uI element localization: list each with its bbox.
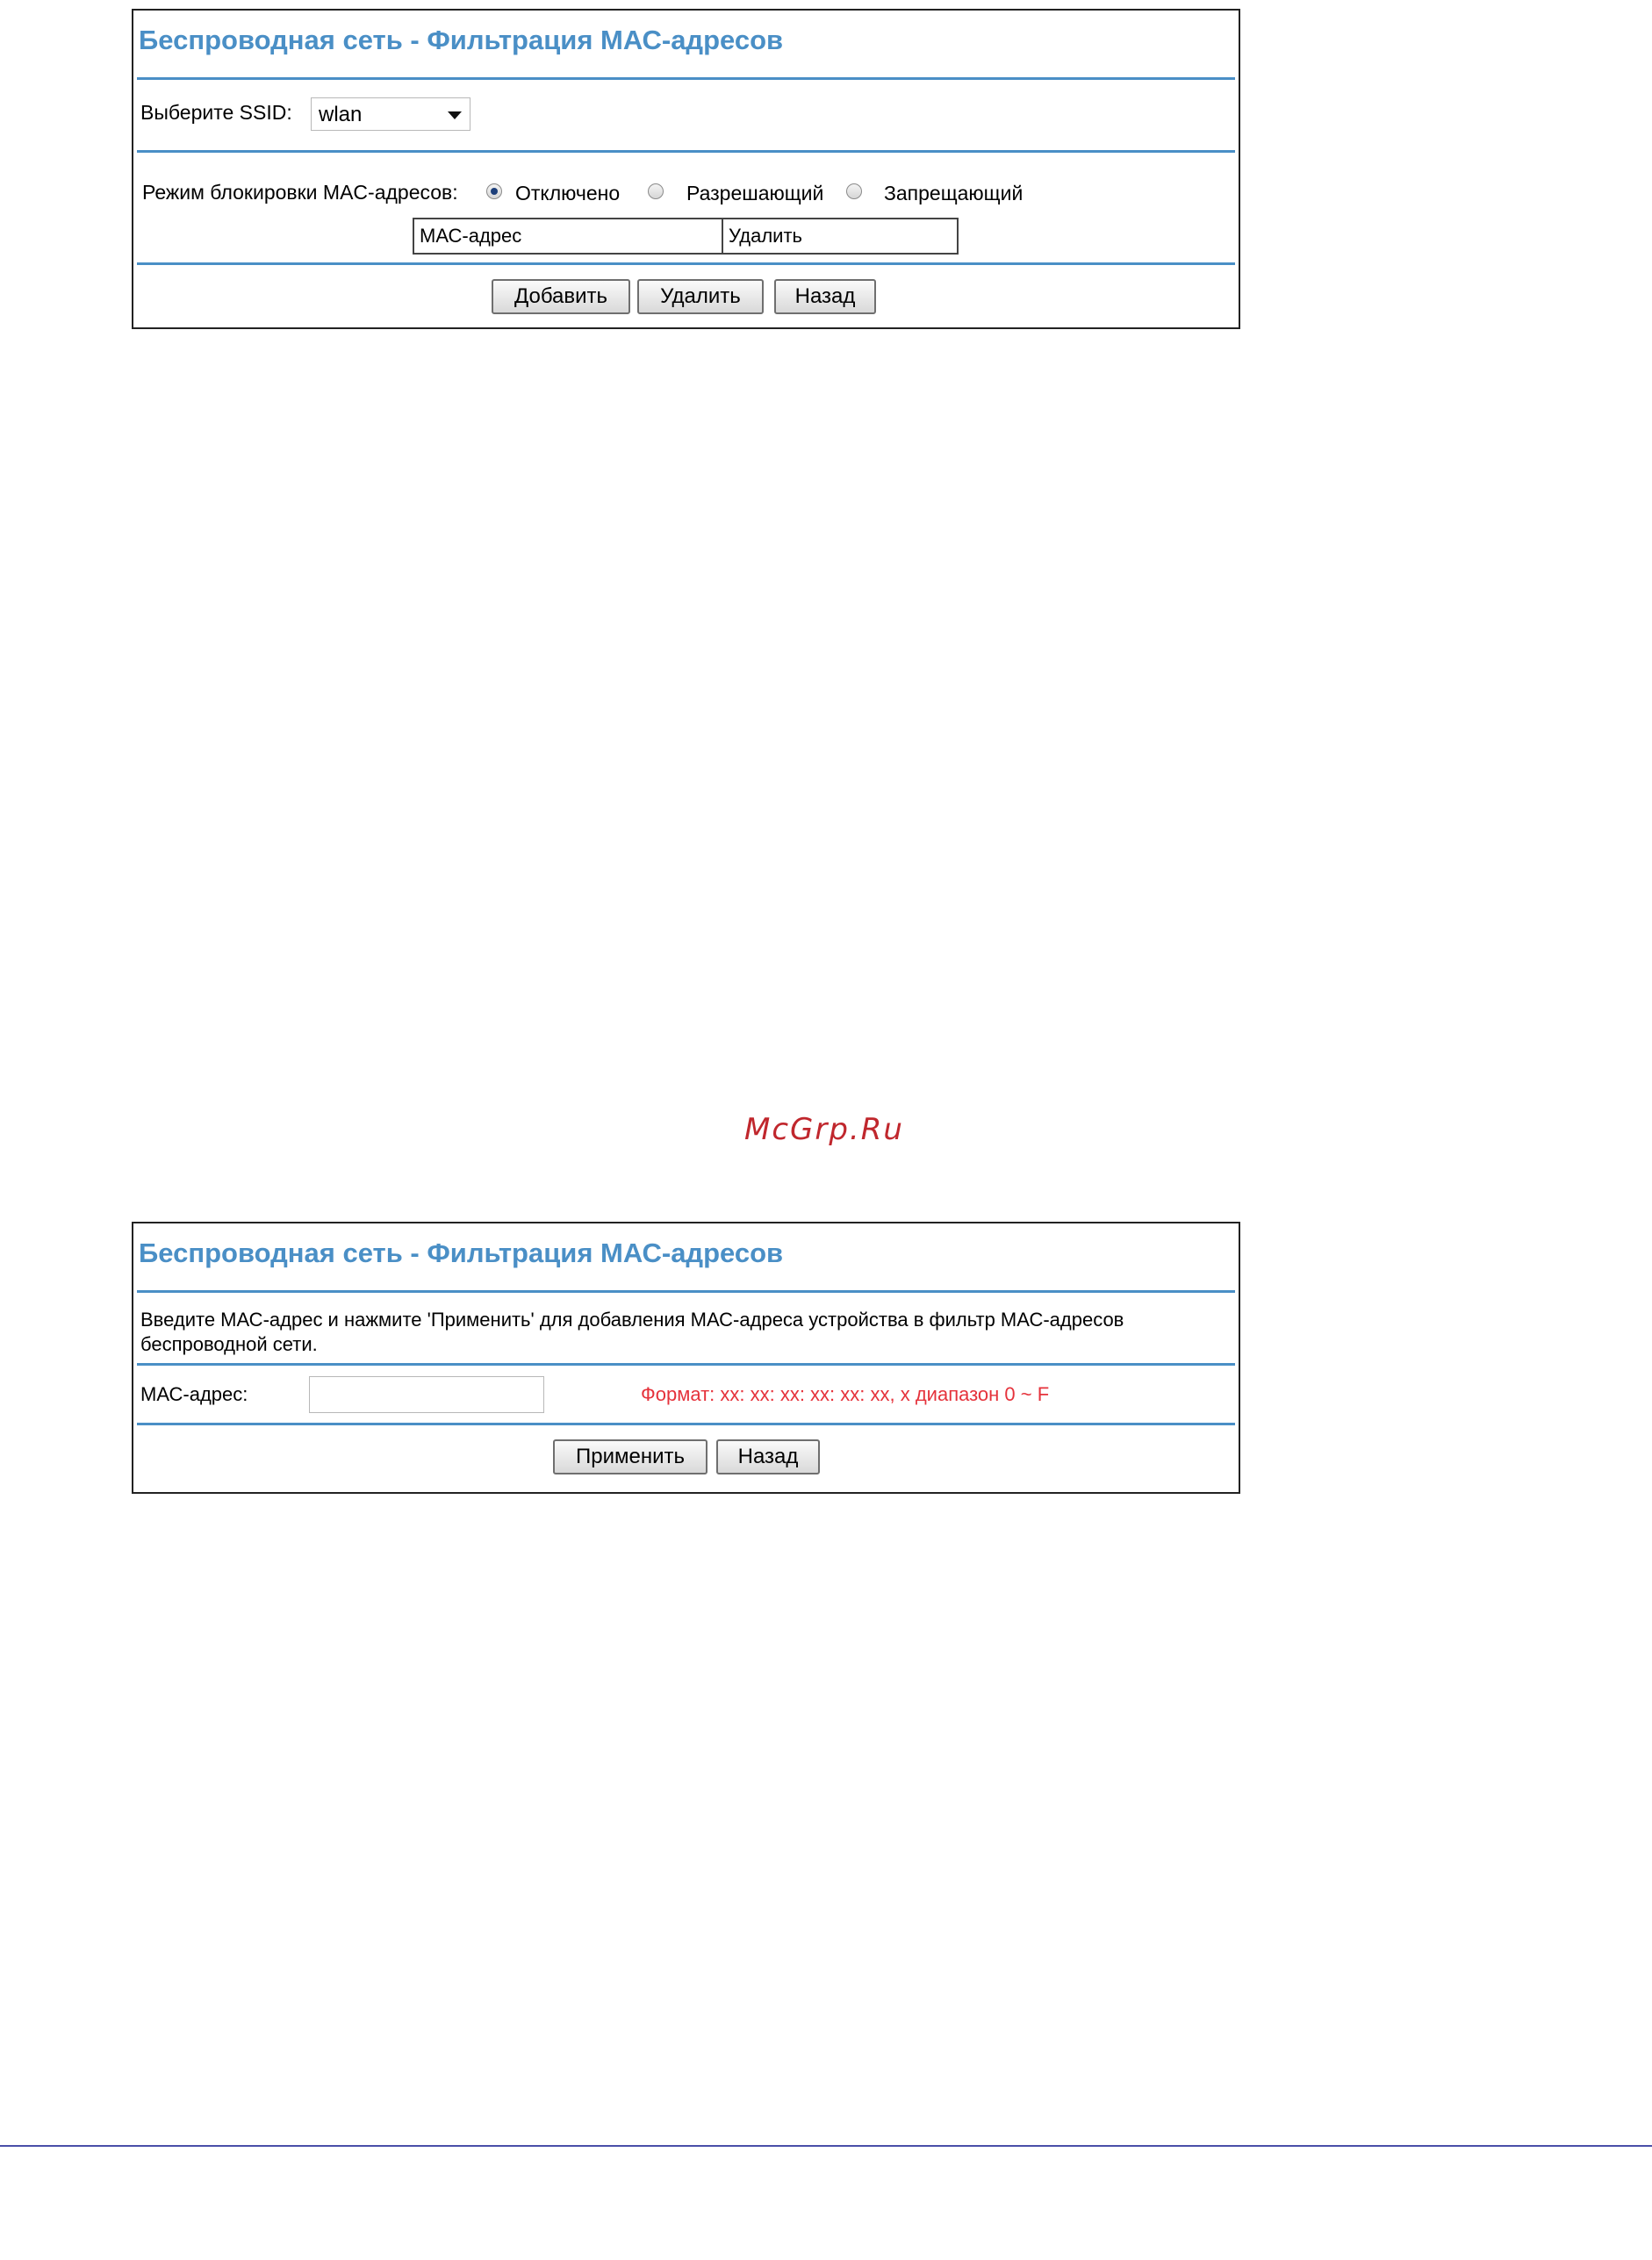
mac-label: МАС-адрес:	[140, 1383, 248, 1405]
radio-disabled[interactable]	[486, 183, 502, 199]
radio-deny-label: Запрещающий	[884, 182, 1024, 204]
ssid-label: Выберите SSID:	[140, 101, 292, 124]
column-header-mac: МАС-адрес	[413, 219, 722, 254]
add-button[interactable]: Добавить	[492, 279, 630, 314]
back-button[interactable]: Назад	[716, 1439, 820, 1474]
delete-button[interactable]: Удалить	[637, 279, 764, 314]
mac-filter-panel	[132, 9, 1240, 329]
panel-title: Беспроводная сеть - Фильтрация МАС-адресов	[139, 25, 784, 55]
ssid-row	[133, 80, 1239, 150]
chevron-down-icon	[448, 111, 462, 119]
button-row	[133, 1425, 1239, 1478]
radio-deny[interactable]	[846, 183, 862, 199]
radio-allow[interactable]	[648, 183, 664, 199]
panel-title: Беспроводная сеть - Фильтрация МАС-адресов	[139, 1238, 784, 1268]
mac-table	[413, 218, 959, 255]
instruction-line-1: Введите МАС-адрес и нажмите 'Применить' для добавления МАС-адреса устройства в фильтр МАС-адресов	[140, 1309, 1124, 1331]
mode-label: Режим блокировки MAC-адресов:	[142, 181, 458, 204]
mac-input-row	[133, 1366, 1239, 1423]
mode-row	[133, 153, 1239, 262]
column-header-delete: Удалить	[722, 219, 958, 254]
table-header-row	[413, 219, 958, 254]
mac-add-panel	[132, 1222, 1240, 1494]
format-hint: Формат: xx: xx: xx: xx: xx: xx, x диапазон 0 ~ F	[641, 1383, 1050, 1405]
instruction-row	[133, 1293, 1239, 1363]
radio-disabled-label: Отключено	[515, 182, 621, 204]
back-button[interactable]: Назад	[774, 279, 876, 314]
mac-address-input[interactable]	[309, 1376, 544, 1413]
instruction-line-2: беспроводной сети.	[140, 1333, 318, 1355]
radio-allow-label: Разрешающий	[686, 182, 824, 204]
watermark: McGrp.Ru	[744, 1112, 904, 1147]
apply-button[interactable]: Применить	[553, 1439, 707, 1474]
button-row	[133, 265, 1239, 318]
page-divider	[0, 2145, 1652, 2147]
ssid-select[interactable]	[311, 97, 470, 131]
